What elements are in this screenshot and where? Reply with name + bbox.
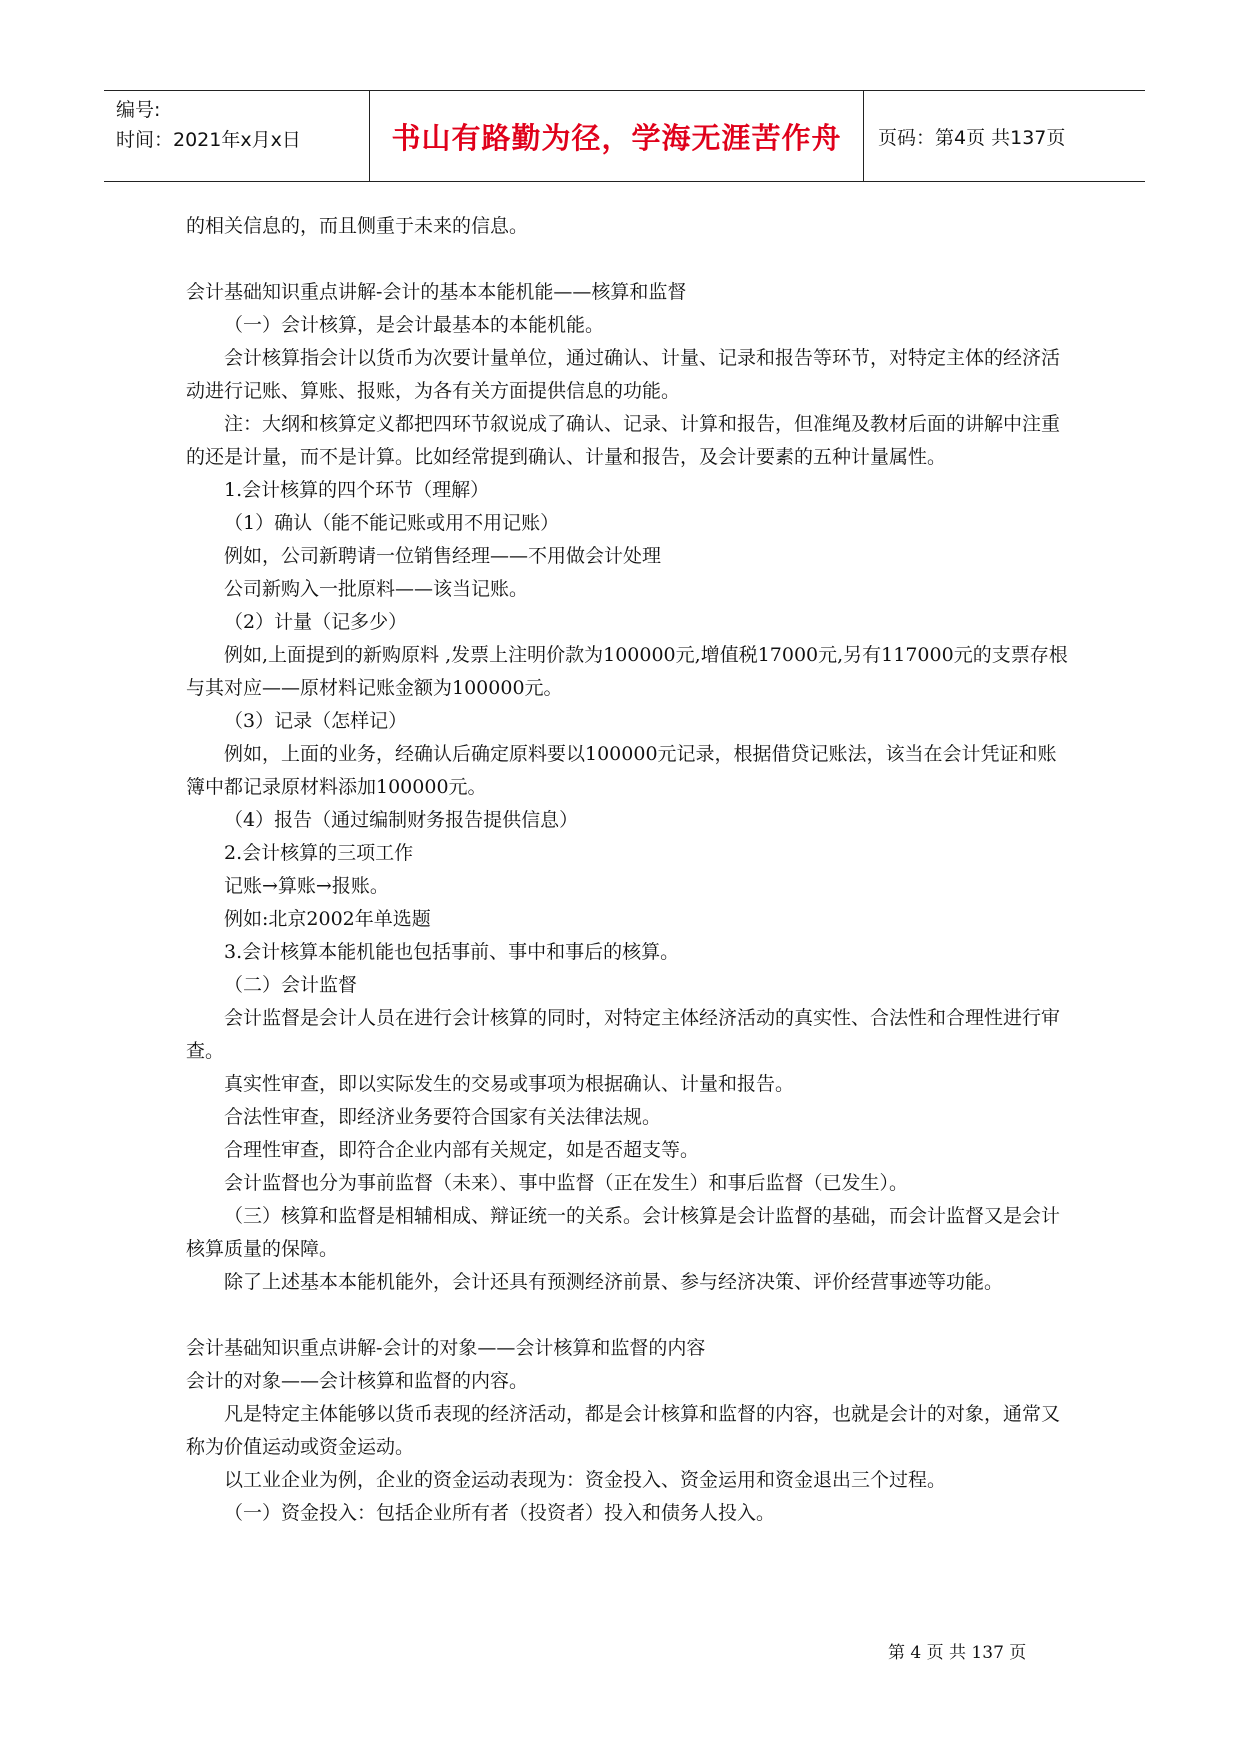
paragraph: 公司新购入一批原料——该当记账。 <box>224 578 529 600</box>
paragraph: 例如，上面的业务，经确认后确定原料要以100000元记录，根据借贷记账法，该当在会计凭证和账簿中都记录原材料添加100000元。 <box>186 743 1057 798</box>
paragraph: 例如，公司新聘请一位销售经理——不用做会计处理 <box>224 545 662 567</box>
paragraph: 的相关信息的，而且侧重于未来的信息。 <box>186 215 529 237</box>
paragraph: （二）会计监督 <box>224 974 358 996</box>
paragraph: 会计基础知识重点讲解-会计的对象——会计核算和监督的内容 <box>186 1337 706 1359</box>
paragraph: 会计核算指会计以货币为次要计量单位，通过确认、计量、记录和报告等环节，对特定主体的经济活动进行记账、算账、报账，为各有关方面提供信息的功能。 <box>186 347 1061 402</box>
paragraph: 合法性审查，即经济业务要符合国家有关法律法规。 <box>224 1106 662 1128</box>
header-motto: 书山有路勤为径，学海无涯苦作舟 <box>370 91 864 181</box>
paragraph: 真实性审查，即以实际发生的交易或事项为根据确认、计量和报告。 <box>224 1073 795 1095</box>
paragraph: 会计基础知识重点讲解-会计的基本本能机能——核算和监督 <box>186 281 687 303</box>
paragraph: 记账→算账→报账。 <box>224 875 389 897</box>
page-header <box>104 90 1145 182</box>
document-number: 编号: <box>116 99 161 121</box>
paragraph: （一）会计核算，是会计最基本的本能机能。 <box>224 314 605 336</box>
paragraph: （三）核算和监督是相辅相成、辩证统一的关系。会计核算是会计监督的基础，而会计监督又是会计核算质量的保障。 <box>186 1205 1061 1260</box>
paragraph: 3.会计核算本能机能也包括事前、事中和事后的核算。 <box>224 941 680 963</box>
document-body <box>186 210 1072 1530</box>
paragraph: 凡是特定主体能够以货币表现的经济活动，都是会计核算和监督的内容，也就是会计的对象，通常又称为价值运动或资金运动。 <box>186 1403 1061 1458</box>
paragraph: 除了上述基本本能机能外，会计还具有预测经济前景、参与经济决策、评价经营事迹等功能。 <box>224 1271 1004 1293</box>
paragraph: 会计监督是会计人员在进行会计核算的同时，对特定主体经济活动的真实性、合法性和合理性进行审查。 <box>186 1007 1061 1062</box>
paragraph: （4）报告（通过编制财务报告提供信息） <box>224 809 579 831</box>
paragraph: （3）记录（怎样记） <box>224 710 408 732</box>
paragraph: （1）确认（能不能记账或用不用记账） <box>224 512 560 534</box>
paragraph: 会计的对象——会计核算和监督的内容。 <box>186 1370 529 1392</box>
paragraph: 注：大纲和核算定义都把四环节叙说成了确认、记录、计算和报告，但准绳及教材后面的讲解中注重的还是计量，而不是计算。比如经常提到确认、计量和报告，及会计要素的五种计量属性。 <box>186 413 1061 468</box>
paragraph: 合理性审查，即符合企业内部有关规定，如是否超支等。 <box>224 1139 700 1161</box>
header-page-number: 页码：第4页 共137页 <box>878 126 1066 149</box>
paragraph: （一）资金投入：包括企业所有者（投资者）投入和债务人投入。 <box>224 1502 776 1524</box>
paragraph: 2.会计核算的三项工作 <box>224 842 414 864</box>
paragraph: 会计监督也分为事前监督（未来）、事中监督（正在发生）和事后监督（已发生）。 <box>224 1172 909 1194</box>
paragraph: （2）计量（记多少） <box>224 611 408 633</box>
document-date: 时间：2021年x月x日 <box>116 129 301 151</box>
paragraph: 1.会计核算的四个环节（理解） <box>224 479 490 501</box>
paragraph: 例如,上面提到的新购原料 ,发票上注明价款为100000元,增值税17000元,另有117000元的支票存根与其对应——原材料记账金额为100000元。 <box>186 644 1068 699</box>
page-footer: 第 4 页 共 137 页 <box>888 1643 1027 1663</box>
paragraph: 以工业企业为例，企业的资金运动表现为：资金投入、资金运用和资金退出三个过程。 <box>224 1469 947 1491</box>
paragraph: 例如:北京2002年单选题 <box>224 908 431 930</box>
header-meta <box>104 91 370 181</box>
